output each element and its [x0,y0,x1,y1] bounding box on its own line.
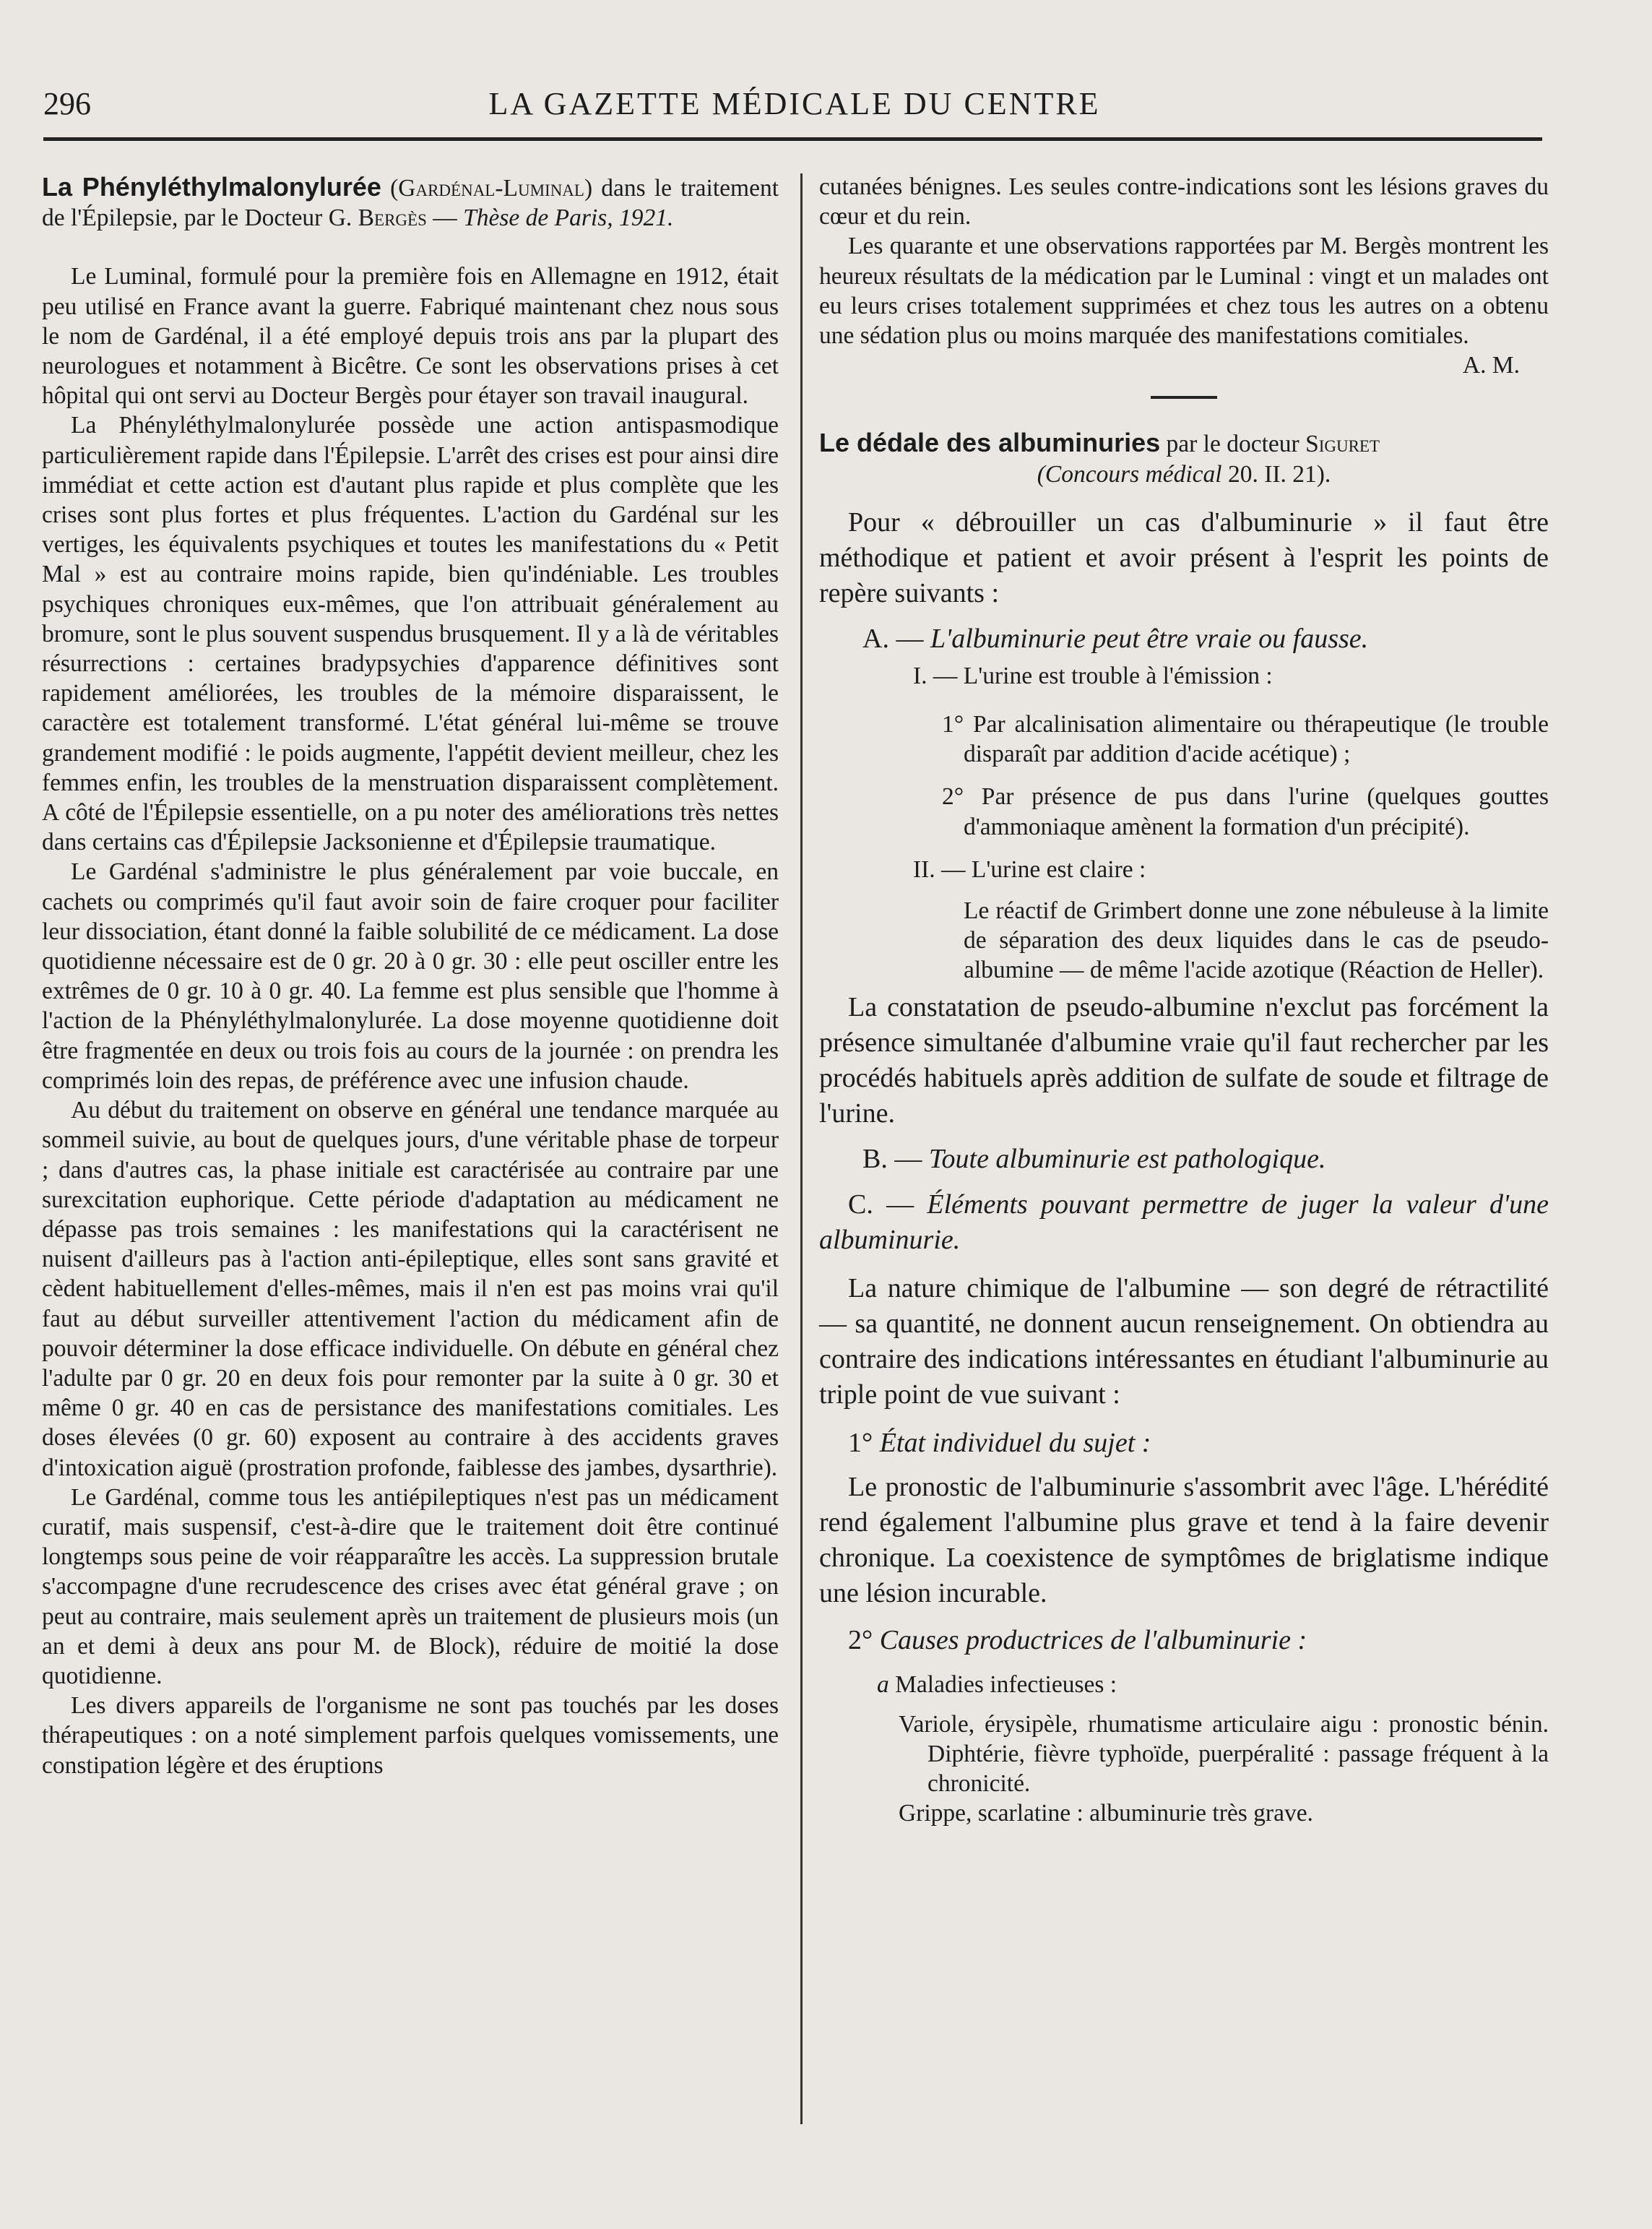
list-entry: Variole, érysipèle, rhumatisme articulaire aigu : pronostic bénin. Diphtérie, fièvre typhoïde, puerpéralité : passage fréquent à la chronicité. [899,1710,1549,1798]
heading-2-text: Causes productrices de l'albuminurie : [879,1624,1307,1655]
section-c-label: C. — [848,1189,927,1220]
section-a-text: L'albuminurie peut être vraie ou fausse. [930,623,1369,654]
paragraph: Le Gardénal, comme tous les antiépileptiques n'est pas un médicament curatif, mais suspensif, c'est-à-dire que le traitement doit être continué longtemps sous peine de voir réapparaître les accès. La suppression brutale s'accompagne d'une recrudescence des crises avec état général grave ; on peut au contraire, mais seulement après un traitement de plusieurs mois (un an et demi à deux ans pour M. de Block), réduire de moitié la dose quotidienne. [42,1483,779,1689]
section-b-label: B. — [862,1143,929,1174]
paragraph: cutanées bénignes. Les seules contre-indications sont les lésions graves du cœur et du rein. [819,173,1549,230]
subheading-a [877,1670,1549,1699]
heading-2 [819,1623,1549,1658]
list-entry: Grippe, scarlatine : albuminurie très grave. [899,1800,1313,1827]
paragraph: Le Gardénal s'administre le plus généralement par voie buccale, en cachets ou comprimés qu'il faut avoir soin de faire croquer pour faciliter leur dissociation, étant donné la faible solubilité de ce médicament. La dose quotidienne nécessaire est de 0 gr. 20 à 0 gr. 30 : elle peut osciller entre les extrêmes de 0 gr. 10 à 0 gr. 40. La femme est plus sensible que l'homme à l'action de la Phényléthylmalonylurée. La dose moyenne quotidienne doit être fragmentée en deux ou trois fois au cours de la journée : on prendra les comprimés loin des repas, de préférence avec une infusion chaude. [42,858,779,1094]
article-subtitle-sc: (Gardénal-Luminal) [390,175,593,202]
article2-author: Siguret [1305,431,1380,458]
nature-paragraph: La nature chimique de l'albumine — son degré de rétractilité — sa quantité, ne donnent aucun renseignement. On obtiendra au contraire des indications intéressantes en étudiant l'albuminurie au triple point de vue suivant : [819,1272,1549,1410]
heading-2-num: 2° [848,1624,880,1655]
article2-title: Le dédale des albuminuries [819,428,1161,458]
page-number: 296 [43,86,91,121]
subsection-i: I. — L'urine est trouble à l'émission : [913,662,1273,689]
heading-1-num: 1° [848,1427,880,1458]
section-a [862,621,1549,657]
grimbert-paragraph: Le réactif de Grimbert donne une zone nébuleuse à la limite de séparation des deux liquides dans le cas de pseudo-albumine — de même l'acide azotique (Réaction de Heller). [964,897,1549,984]
right-column [819,172,1549,1829]
list-item-1: 1° Par alcalinisation alimentaire ou thérapeutique (le trouble disparaît par addition d'acide acétique) ; [942,711,1549,768]
article2-heading [819,428,1549,459]
prognosis-paragraph: Le pronostic de l'albuminurie s'assombrit avec l'âge. L'hérédité rend également l'albumine plus grave et tend à la faire devenir chronique. La coexistence de symptômes de briglatisme indique une lésion incurable. [819,1471,1549,1608]
heading-1 [819,1426,1549,1461]
article-heading [42,172,779,233]
article-subtitle: dans le traitement de l'Épilepsie, par le Docteur G. [42,175,779,232]
section-separator [1151,396,1217,399]
header-rule [43,137,1542,141]
section-b [862,1142,1549,1177]
article-title: La Phényléthylmalonylurée [42,172,381,202]
paragraph: Au début du traitement on observe en général une tendance marquée au sommeil suivie, au bout de quelques jours, d'une véritable phase de torpeur ; dans d'autres cas, la phase initiale est caractérisée au contraire par une surexcitation euphorique. Cette période d'adaptation au médicament ne dépasse pas trois semaines : les manifestations qui la caractérisent ne nuisent d'ailleurs pas à l'action anti-épileptique, elles sont sans gravité et cèdent habituellement d'elles-mêmes, mais il n'en est pas moins vrai qu'il faut au début surveiller attentivement l'action du médicament afin de pouvoir déterminer la dose efficace individuelle. On débute en général chez l'adulte par 0 gr. 20 en deux fois pour remonter par la suite à 0 gr. 30 et même 0 gr. 40 en cas de persistance des manifestations comitiales. Les doses élevées (0 gr. 60) exposent au contraire à des accidents graves d'intoxication aiguë (prostration profonde, faiblesse des jambes, dysarthrie). [42,1097,779,1481]
signature: A. M. [1462,352,1520,379]
paragraph: Le Luminal, formulé pour la première fois en Allemagne en 1912, était peu utilisé en France avant la guerre. Fabriqué maintenant chez nous sous le nom de Gardénal, il a été employé depuis trois ans par la plupart des neurologues et notamment à Bicêtre. Ce sont les observations prises à cet hôpital qui ont servi au Docteur Bergès pour étayer son travail inaugural. [42,263,779,410]
page-header [43,85,1546,136]
subheading-a-label: a [877,1670,889,1698]
article2-source-journal: (Concours médical [1037,460,1222,488]
pseudo-paragraph: La constatation de pseudo-albumine n'exclut pas forcément la présence simultanée d'albumine vraie qu'il faut rechercher par les procédés habituels après addition de sulfate de soude et filtrage de l'urine. [819,991,1549,1129]
paragraph: Les quarante et une observations rapportées par M. Bergès montrent les heureux résultats de la médication par le Luminal : vingt et un malades ont eu leurs crises totalement supprimées et chez tous les autres on a obtenu une sédation plus ou moins marquée des manifestations comitiales. [819,233,1549,350]
section-c-text: Éléments pouvant permettre de juger la valeur d'une albuminurie. [819,1189,1549,1255]
intro-paragraph: Pour « débrouiller un cas d'albuminurie » il faut être méthodique et patient et avoir présent à l'esprit les points de repère suivants : [819,506,1549,608]
section-b-text: Toute albuminurie est pathologique. [928,1143,1326,1174]
article2-source [819,460,1549,489]
article2-source-date: 20. II. 21). [1221,460,1331,488]
section-a-label: A. — [862,623,930,654]
section-c [819,1187,1549,1258]
article2-by: par le docteur [1160,431,1306,458]
subsection-ii: II. — L'urine est claire : [913,855,1146,883]
source-citation: Thèse de Paris, 1921. [463,204,674,232]
column-divider [800,173,803,2124]
left-column [42,172,779,1780]
paragraph: Les divers appareils de l'organisme ne sont pas touchés par les doses thérapeutiques : on a noté simplement parfois quelques vomissements, une constipation légère et des éruptions [42,1692,779,1779]
list-item-2: 2° Par présence de pus dans l'urine (quelques gouttes d'ammoniaque amènent la formation d'un précipité). [942,783,1549,840]
source-dash: — [426,204,464,232]
heading-1-text: État individuel du sujet : [879,1427,1151,1458]
running-title: LA GAZETTE MÉDICALE DU CENTRE [488,86,1101,121]
author-name: Bergès [358,204,427,232]
paragraph: La Phényléthylmalonylurée possède une action antispasmodique particulièrement rapide dans l'Épilepsie. L'arrêt des crises est pour ainsi dire immédiat et cette action est d'autant plus rapide et plus complète que les crises sont plus fortes et plus fréquentes. L'action du Gardénal sur les vertiges, les équivalents psychiques et toutes les manifestations du « Petit Mal » est au contraire moins rapide, bien qu'indéniable. Les troubles psychiques chroniques eux-mêmes, que l'on attribuait généralement au bromure, sont le plus souvent suspendus brusquement. Il y a là de véritables résurrections : certaines bradypsychies d'apparence définitives sont rapidement améliorées, les troubles de la mémoire disparaissent, le caractère est totalement transformé. L'état général lui-même se trouve grandement modifié : le poids augmente, l'appétit devient meilleur, chez les femmes enfin, les troubles de la menstruation disparaissent complètement. A côté de l'Épilepsie essentielle, on a pu noter des améliorations très nettes dans certains cas d'Épilepsie Jacksonienne et d'Épilepsie traumatique. [42,412,779,856]
subheading-a-text: Maladies infectieuses : [888,1670,1117,1698]
